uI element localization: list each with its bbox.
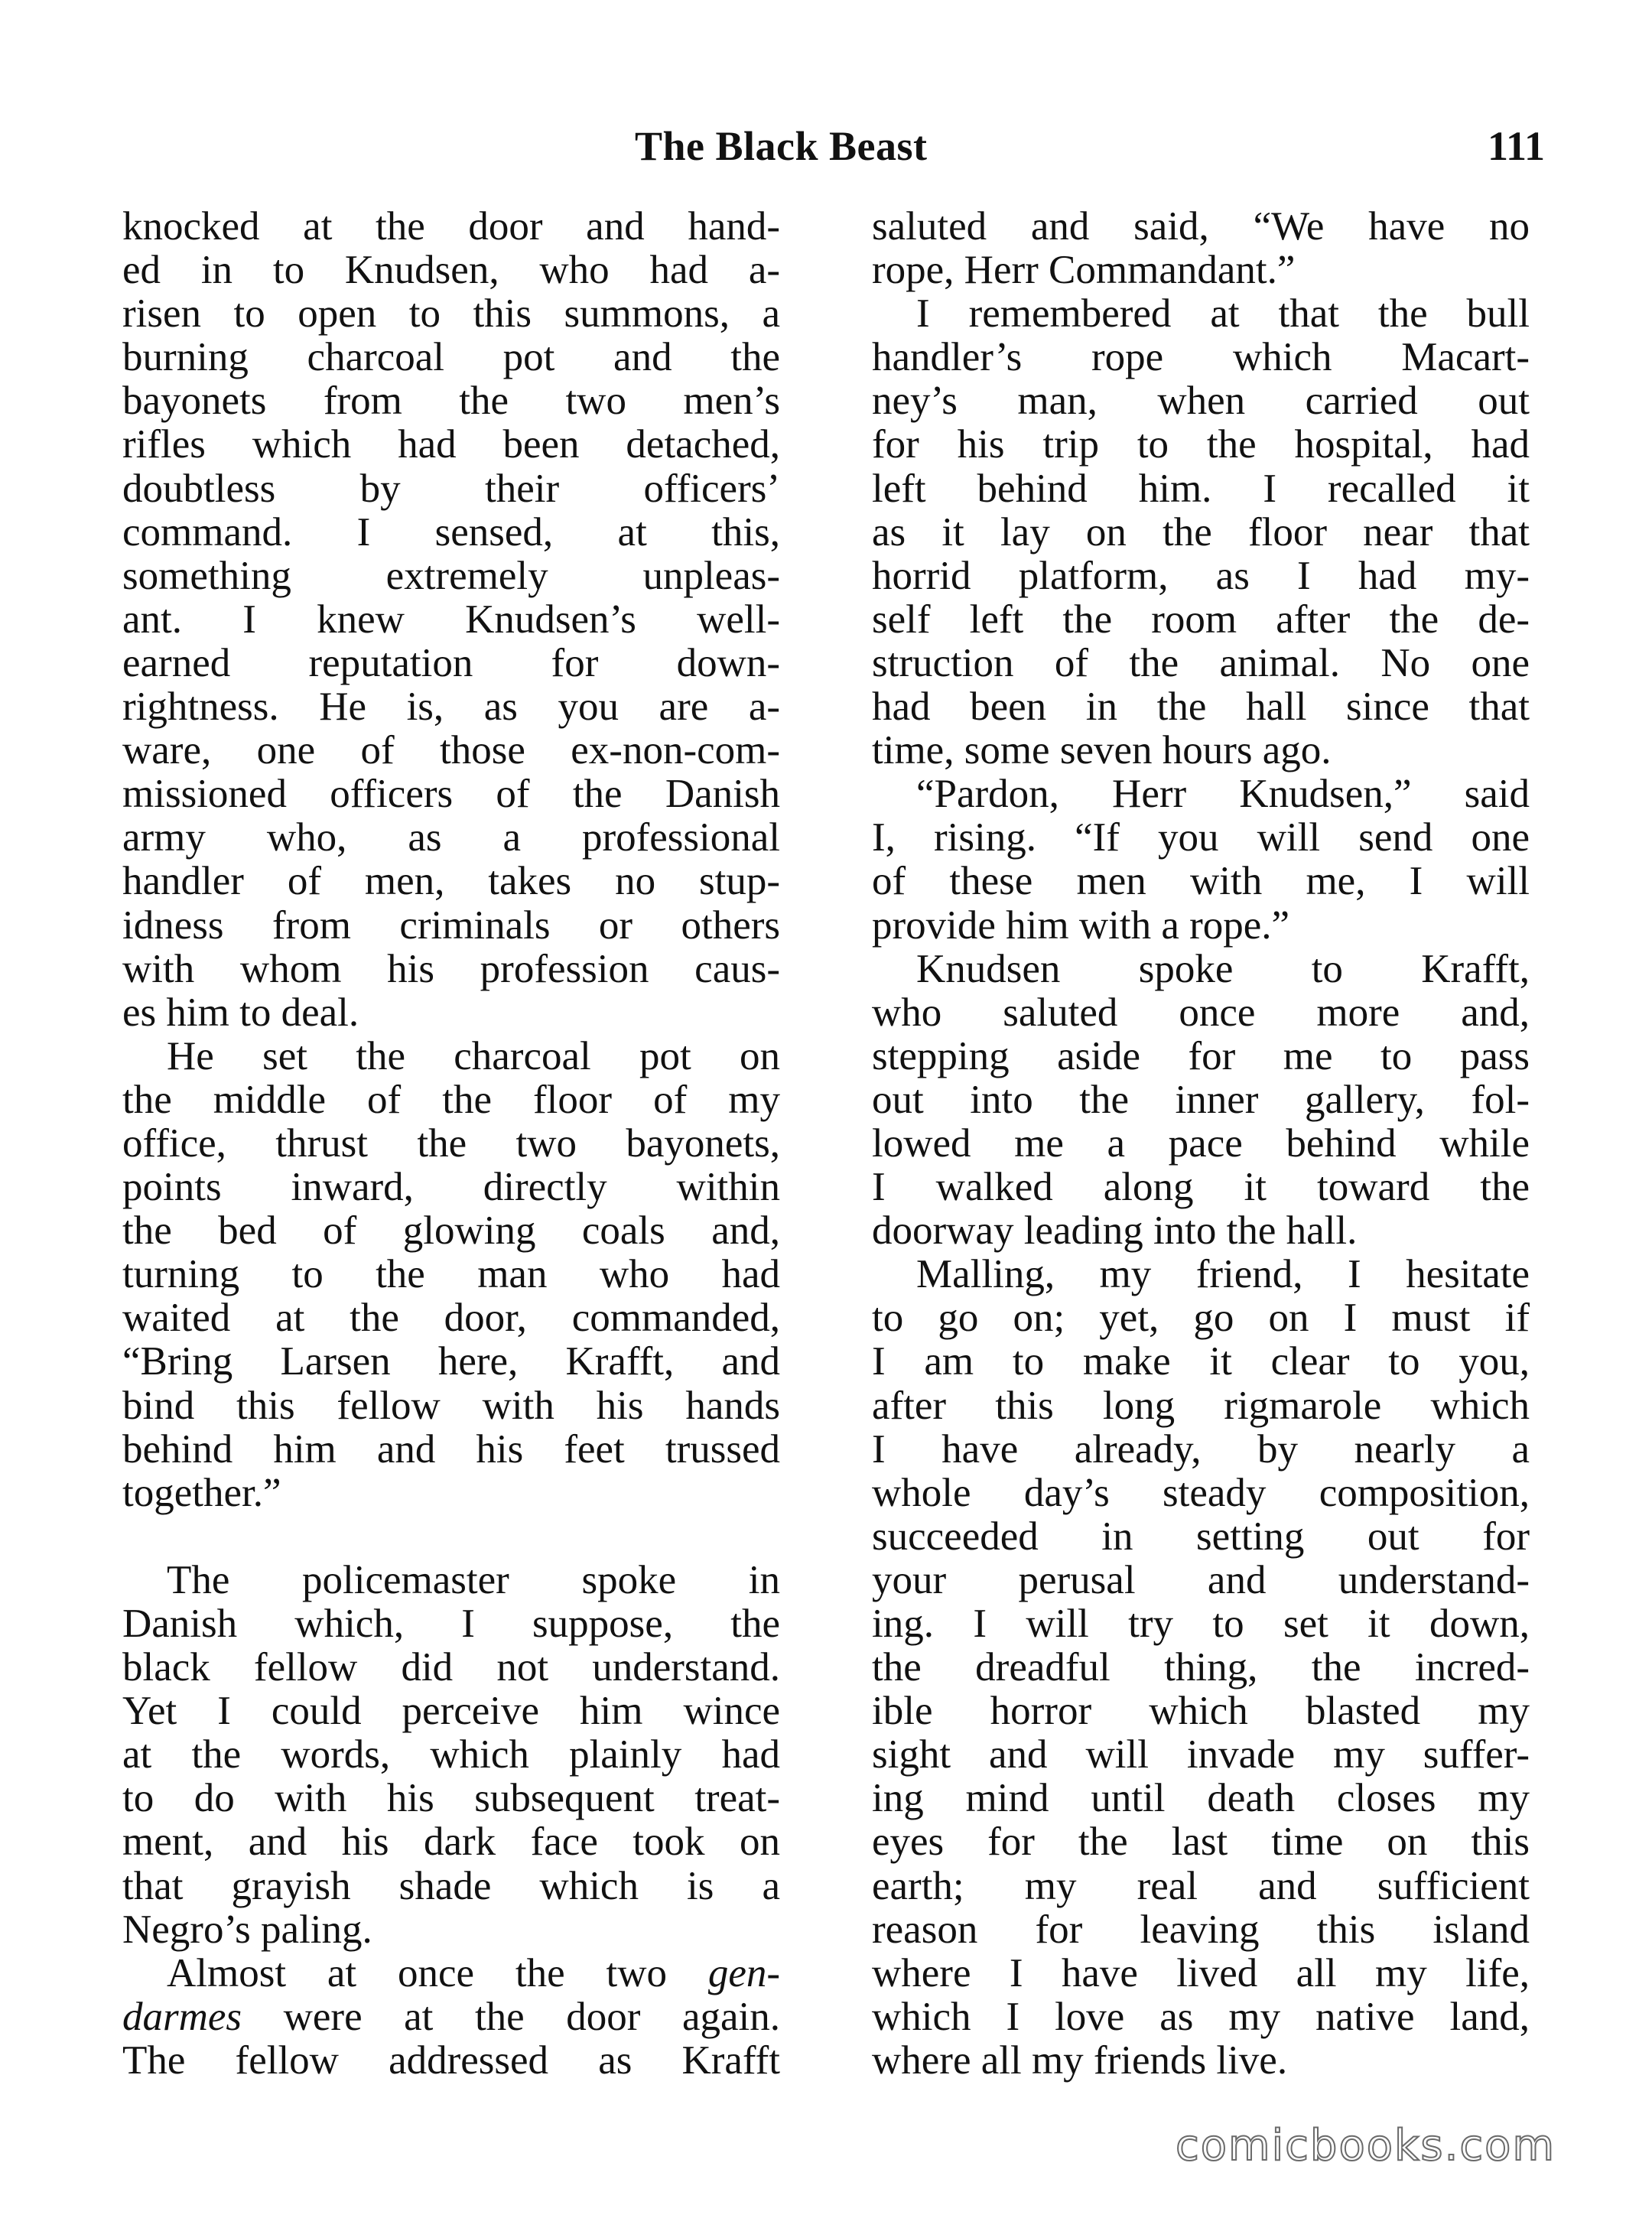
text-line: bayonets from the two men’s [122,379,780,424]
text-line: at the words, which plainly had [122,1732,780,1777]
text-line: after this long rigmarole which [872,1383,1530,1428]
text-line: ney’s man, when carried out [872,379,1530,424]
text-line: lowed me a pace behind while [872,1120,1530,1166]
text-line: missioned officers of the Danish [122,772,780,817]
text-line: which I love as my native land, [872,1994,1530,2039]
text-line: sight and will invade my suffer- [872,1732,1530,1777]
text-line: eyes for the last time on this [872,1820,1530,1865]
text-line: es him to deal. [122,990,359,1035]
text-line: ing mind until death closes my [872,1776,1530,1821]
text-fragment: were at the door again. [242,1994,780,2039]
text-line: ed in to Knudsen, who had a- [122,248,780,293]
text-line: together.” [122,1470,281,1515]
running-head [635,122,1545,184]
text-line: I am to make it clear to you, [872,1339,1530,1384]
text-line: your perusal and understand- [872,1557,1530,1602]
text-line: knocked at the door and hand- [122,204,780,249]
text-line: ware, one of those ex-non-com- [122,728,780,773]
text-line: saluted and said, “We have no [872,204,1530,249]
text-line: for his trip to the hospital, had [872,422,1530,467]
page-number: 111 [1487,123,1545,169]
text-line: succeeded in setting out for [872,1514,1530,1559]
text-line: “Bring Larsen here, Krafft, and [122,1339,780,1384]
text-line [122,1952,780,1995]
text-line [122,1995,780,2039]
text-line: self left the room after the de- [872,597,1530,642]
text-line: doubtless by their officers’ [122,466,780,511]
text-line: rope, Herr Commandant.” [872,248,1296,293]
text-line: horrid platform, as I had my- [872,553,1530,598]
text-line: behind him and his feet trussed [122,1426,780,1472]
text-line: ing. I will try to set it down, [872,1602,1530,1646]
text-line: I have already, by nearly a [872,1426,1530,1472]
text-line: the middle of the floor of my [122,1077,780,1122]
text-line: that grayish shade which is a [122,1863,780,1908]
text-line: The policemaster spoke in [167,1557,780,1602]
text-line: with whom his profession caus- [122,946,780,991]
text-line: I remembered at that the bull [916,291,1530,337]
text-line: provide him with a rope.” [872,902,1290,948]
text-line: struction of the animal. No one [872,640,1530,685]
text-line: out into the inner gallery, fol- [872,1077,1530,1122]
text-line: who saluted once more and, [872,990,1530,1035]
text-line: had been in the hall since that [872,685,1530,730]
text-line: points inward, directly within [122,1165,780,1210]
text-line: rifles which had been detached, [122,422,780,467]
text-line: handler of men, takes no stup- [122,859,780,904]
text-line: handler’s rope which Macart- [872,335,1530,380]
text-line: Negro’s paling. [122,1907,372,1952]
text-line: earned reputation for down- [122,640,780,685]
text-line: the dreadful thing, the incred- [872,1645,1530,1690]
text-line: stepping aside for me to pass [872,1033,1530,1078]
text-line: risen to open to this summons, a [122,291,780,337]
text-fragment: Almost at once the two [167,1950,708,1995]
italic-text: darmes [122,1994,242,2039]
text-line: Danish which, I suppose, the [122,1602,780,1646]
text-line: turning to the man who had [122,1252,780,1297]
text-line: bind this fellow with his hands [122,1383,780,1428]
text-line: to do with his subsequent treat- [122,1776,780,1821]
right-text-column [872,205,1530,2083]
text-line: The fellow addressed as Krafft [122,2038,780,2083]
left-text-column [122,205,780,2083]
text-line: to go on; yet, go on I must if [872,1296,1530,1341]
text-line: Malling, my friend, I hesitate [916,1252,1530,1297]
running-title: The Black Beast [635,123,928,169]
text-line: command. I sensed, at this, [122,509,780,554]
text-line: Knudsen spoke to Krafft, [916,946,1530,991]
text-line: ment, and his dark face took on [122,1820,780,1865]
text-line: left behind him. I recalled it [872,466,1530,511]
text-line: “Pardon, Herr Knudsen,” said [916,772,1530,817]
text-line: army who, as a professional [122,815,780,860]
text-line: reason for leaving this island [872,1907,1530,1952]
text-line: where I have lived all my life, [872,1950,1530,1995]
text-line: ible horror which blasted my [872,1689,1530,1734]
text-line: the bed of glowing coals and, [122,1208,780,1254]
text-line: something extremely unpleas- [122,553,780,598]
text-line: He set the charcoal pot on [167,1033,780,1078]
text-line: of these men with me, I will [872,859,1530,904]
text-line: idness from criminals or others [122,902,780,948]
text-line: I walked along it toward the [872,1165,1530,1210]
text-line: office, thrust the two bayonets, [122,1120,780,1166]
text-line: ant. I knew Knudsen’s well- [122,597,780,642]
text-line: time, some seven hours ago. [872,728,1332,773]
section-break [122,1515,780,1559]
text-line: burning charcoal pot and the [122,335,780,380]
text-line: I, rising. “If you will send one [872,815,1530,860]
text-line: earth; my real and sufficient [872,1863,1530,1908]
text-line: black fellow did not understand. [122,1645,780,1690]
text-line: rightness. He is, as you are a- [122,685,780,730]
italic-text: gen- [707,1950,780,1995]
text-line: whole day’s steady composition, [872,1470,1530,1515]
text-line: waited at the door, commanded, [122,1296,780,1341]
text-line: as it lay on the floor near that [872,509,1530,554]
watermark: comicbooks.com [1175,2121,1556,2171]
text-line: where all my friends live. [872,2038,1288,2083]
text-line: doorway leading into the hall. [872,1208,1358,1254]
text-line: Yet I could perceive him wince [122,1689,780,1734]
